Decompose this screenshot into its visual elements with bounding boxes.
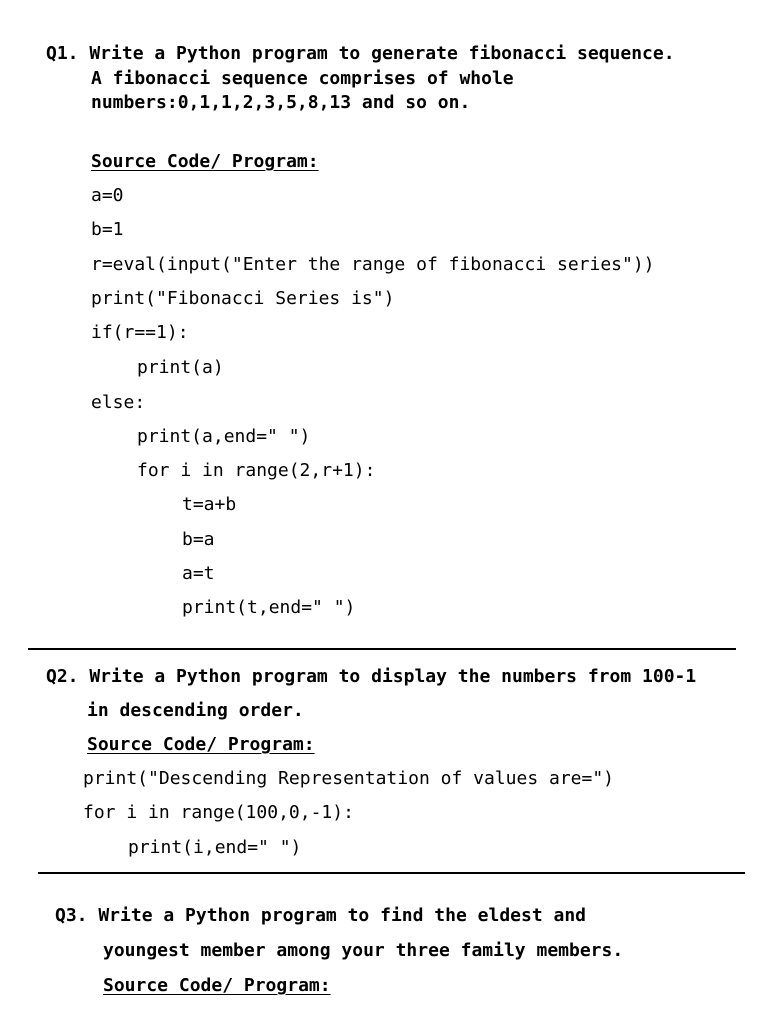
q2-code-line: print("Descending Representation of values are=") [83,768,615,789]
q2-question-line-1: Q2. Write a Python program to display the numbers from 100-1 [46,666,697,687]
q1-code-line: print(a) [137,357,224,378]
q2-code-line: print(i,end=" ") [128,837,302,858]
q2-code-line: for i in range(100,0,-1): [83,802,354,823]
q1-code-line: if(r==1): [91,322,189,343]
q1-code-line: b=a [182,529,215,550]
q2-question-line-2: in descending order. [87,700,304,721]
q1-source-code-heading: Source Code/ Program: [91,151,319,172]
q3-source-code-heading: Source Code/ Program: [103,975,331,996]
q1-code-line: for i in range(2,r+1): [137,460,376,481]
q3-question-line-1: Q3. Write a Python program to find the eldest and [55,905,587,926]
q1-question-line-2: A fibonacci sequence comprises of whole [91,68,514,89]
q1-code-line: t=a+b [182,494,237,515]
q3-question-line-2: youngest member among your three family members. [103,940,624,961]
q1-code-line: print("Fibonacci Series is") [91,288,395,309]
q1-code-line: a=t [182,563,215,584]
q1-code-line: b=1 [91,219,124,240]
q1-question-line-1: Q1. Write a Python program to generate fibonacci sequence. [46,43,675,64]
q1-question-line-3: numbers:0,1,1,2,3,5,8,13 and so on. [91,92,471,113]
q2-source-code-heading: Source Code/ Program: [87,734,315,755]
section-divider [28,648,736,650]
q1-code-line: a=0 [91,185,124,206]
q1-code-line: else: [91,392,146,413]
q1-code-line: print(t,end=" ") [182,597,356,618]
q1-code-line: r=eval(input("Enter the range of fibonacci series")) [91,254,655,275]
q1-code-line: print(a,end=" ") [137,426,311,447]
section-divider [38,872,745,874]
